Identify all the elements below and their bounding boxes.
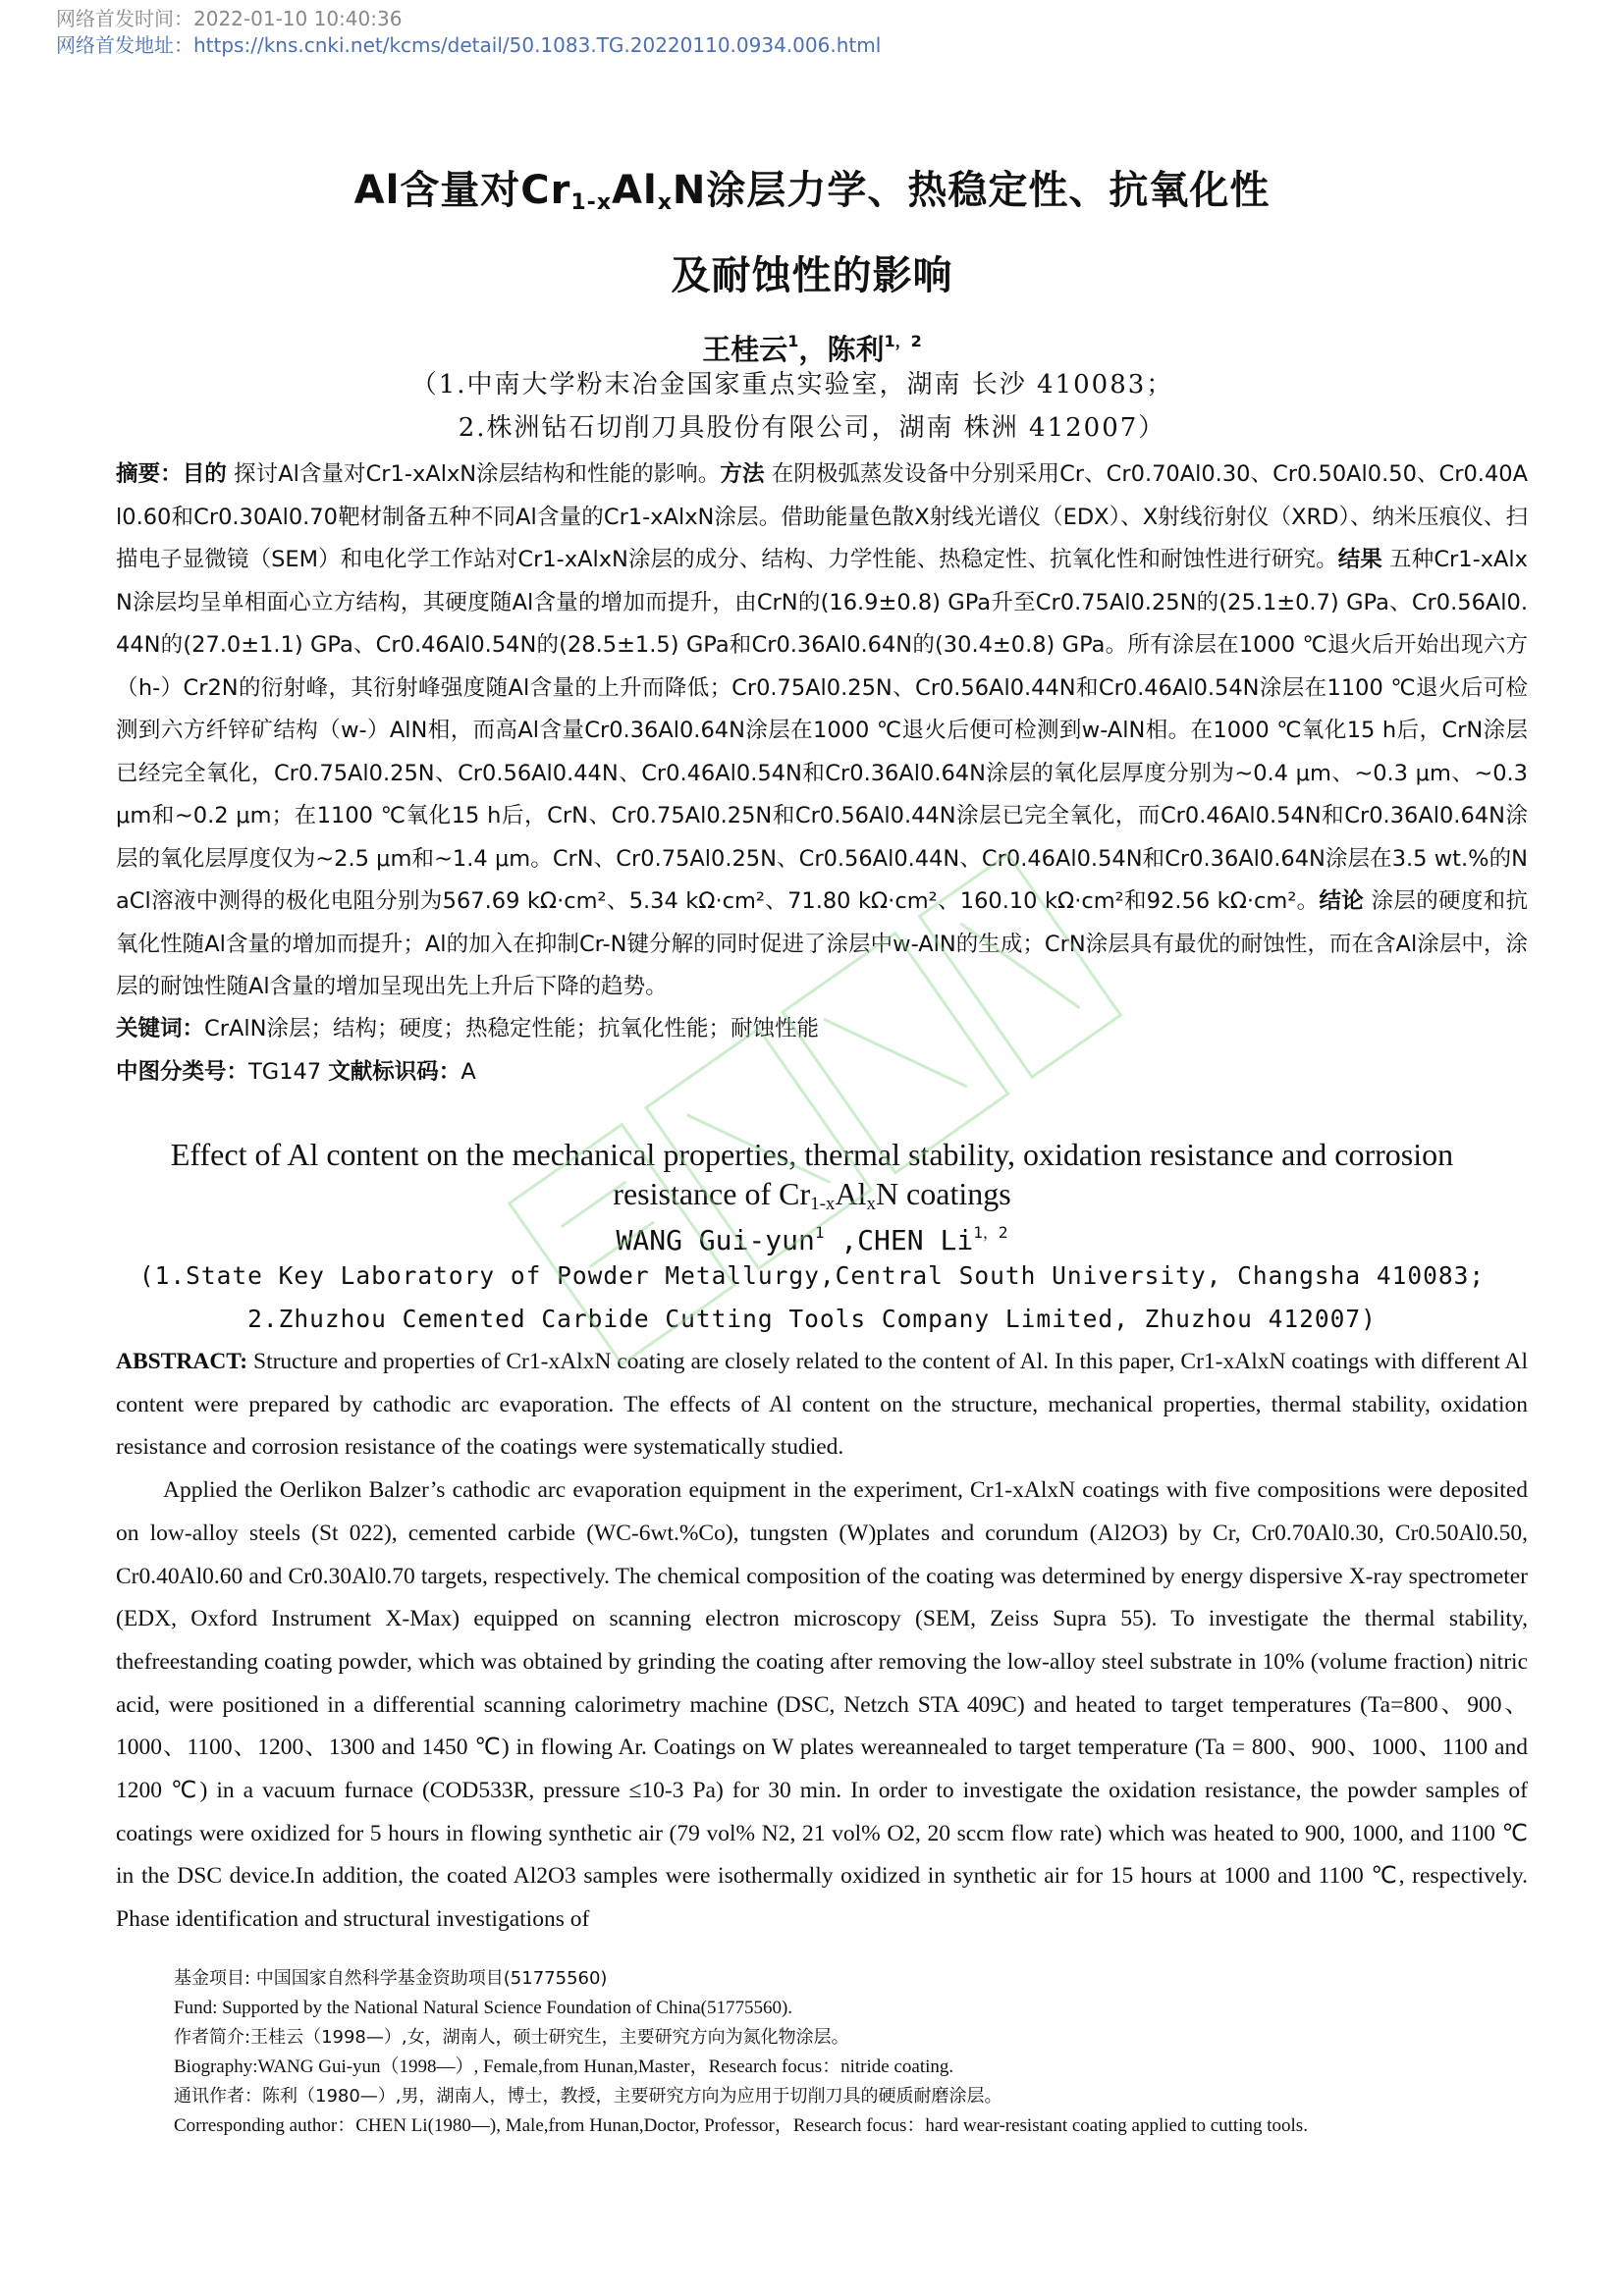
abstract-cn-objective-label: 目的 (182, 461, 227, 487)
abstract-en-paragraph: Applied the Oerlikon Balzer’s cathodic arc evaporation equipment in the experiment, Cr1-xAlxN coatings with five compositions were deposited on low-alloy steels (St 022), cemented carbide (WC-6wt.%Co), tungsten (W)plates and corundum (Al2O3) by Cr, Cr0.70Al0.30, Cr0.50Al0.50, Cr0.40Al0.60 and Cr0.30Al0.70 targets, respectively. The chemical composition of the coating was determined by energy dispersive X-ray spectrometer (EDX, Oxford Instrument X-Max) equipped on scanning electron microscopy (SEM, Zeiss Supra 55). To investigate the thermal stability, thefreestanding coating powder, which was obtained by grinding the coating after removing the low-alloy steel substrate in 10% (volume fraction) nitric acid, were positioned in a differential scanning calorimetry machine (DSC, Netzch STA 409C) and heated to target temperatures (Ta=800、900、1000、1100、1200、1300 and 1450 ℃) in flowing Ar. Coatings on W plates wereannealed to target temperature (Ta = 800、900、1000、1100 and 1200 ℃) in a vacuum furnace (COD533R, pressure ≤10-3 Pa) for 30 min. In order to investigate the oxidation resistance, the powder samples of coatings were oxidized for 5 hours in flowing synthetic air (79 vol% N2, 21 vol% O2, 20 sccm flow rate) which was heated to 900, 1000, and 1100 ℃ in the DSC device.In addition, the coated Al2O3 samples were isothermally oxidized in synthetic air for 15 hours at 1000 and 1100 ℃, respectively. Phase identification and structural investigations of (116, 1477, 1528, 1933)
title-en-sub: x (866, 1194, 876, 1214)
authors-cn (0, 322, 1624, 369)
title-en-part: N coatings (875, 1176, 1011, 1211)
title-cn-part: Al (612, 168, 658, 213)
clc-label: 中图分类号： (116, 1059, 249, 1085)
pub-time-line (56, 6, 402, 31)
abstract-cn-result-label: 结果 (1337, 547, 1382, 572)
abstract-cn-objective: 探讨Al含量对Cr1-xAlxN涂层结构和性能的影响。 (226, 461, 721, 487)
footnote-bio-cn: 作者简介:王桂云（1998—）,女，湖南人，硕士研究生，主要研究方向为氮化物涂层。 (174, 2027, 849, 2048)
author-affil-mark: 1 (787, 332, 799, 350)
pub-time: 2022-01-10 10:40:36 (193, 7, 403, 30)
footnote-corresponding-en: Corresponding author：CHEN Li(1980—), Male,from Hunan,Doctor, Professor，Research focus：hard wear-resistant coating applied to cutting tools. (174, 2115, 1308, 2136)
affiliation-cn-line1: （1.中南大学粉末冶金国家重点实验室，湖南 长沙 410083； (410, 370, 1174, 400)
title-cn-sub: x (657, 190, 673, 215)
abstract-cn-conclusion-label: 结论 (1319, 888, 1365, 914)
pub-time-label: 网络首发时间： (56, 7, 193, 30)
abstract-en (116, 1341, 1528, 1942)
abstract-cn (116, 454, 1528, 1009)
pub-url-link[interactable]: https://kns.cnki.net/kcms/detail/50.1083.TG.20220110.0934.006.html (193, 33, 882, 57)
authors-en (0, 1213, 1624, 1260)
keywords-cn-label: 关键词： (116, 1016, 205, 1041)
abstract-en-paragraph (116, 1341, 1528, 1469)
abstract-en-text: Structure and properties of Cr1-xAlxN coating are closely related to the content of Al. In this paper, Cr1-xAlxN coatings with different Al content were prepared by cathodic arc evaporation. The effects of Al content on the structure, mechanical properties, thermal stability, oxidation resistance and corrosion resistance of the coatings were systematically studied. (116, 1349, 1528, 1461)
doc-code-label: 文献标识码： (328, 1059, 461, 1085)
footnote-fund-en: Fund: Supported by the National Natural Science Foundation of China(51775560). (174, 1998, 793, 2018)
author-name: CHEN Li (857, 1224, 974, 1256)
pub-url-line (56, 32, 881, 58)
clc-number: TG147 (248, 1059, 322, 1085)
footnote-bio-en: Biography:WANG Gui-yun（1998—）, Female,from Hunan,Master，Research focus：nitride coating. (174, 2056, 954, 2077)
author-name: 陈利 (827, 333, 885, 366)
affiliation-en-line2: 2.Zhuzhou Cemented Carbide Cutting Tools Company Limited, Zhuzhou 412007) (247, 1305, 1377, 1333)
affiliation-cn-line2: 2.株洲钻石切削刀具股份有限公司，湖南 株洲 412007） (458, 413, 1166, 443)
author-name: 王桂云 (702, 333, 788, 366)
abstract-cn-conclusion: 涂层的硬度和抗氧化性随Al含量的增加而提升；Al的加入在抑制Cr-N键分解的同时促进了涂层中w-AlN的生成；CrN涂层具有最优的耐蚀性，而在含Al涂层中，涂层的耐蚀性随Al含量的增加呈现出先上升后下降的趋势。 (116, 888, 1528, 999)
affiliation-en-line1: (1.State Key Laboratory of Powder Metallurgy,Central South University, Changsha 410083; (138, 1261, 1486, 1290)
title-cn-line2: 及耐蚀性的影响 (671, 253, 953, 298)
classification-cn (116, 1052, 1528, 1092)
doc-code: A (460, 1059, 476, 1085)
keywords-cn-text: CrAlN涂层；结构；硬度；热稳定性能；抗氧化性能；耐蚀性能 (204, 1016, 819, 1041)
author-affil-mark: 1 (814, 1223, 825, 1242)
author-affil-mark: 1，2 (973, 1223, 1008, 1242)
title-cn-line1 (0, 165, 1624, 229)
footnote-corresponding-cn: 通讯作者：陈利（1980—）,男，湖南人，博士，教授，主要研究方向为应用于切削刀具的硬质耐磨涂层。 (174, 2086, 1002, 2107)
keywords-cn (116, 1009, 1528, 1048)
abstract-cn-result: 五种Cr1-xAlxN涂层均呈单相面心立方结构，其硬度随Al含量的增加而提升，由CrN的(16.9±0.8) GPa升至Cr0.75Al0.25N的(25.1±0.7) GPa、Cr0.56Al0.44N的(27.0±1.1) GPa、Cr0.46Al0.54N的(28.5±1.5) GPa和Cr0.36Al0.64N的(30.4±0.8) GPa。所有涂层在1000 ℃退火后开始出现六方（h-）Cr2N的衍射峰，其衍射峰强度随Al含量的上升而降低；Cr0.75Al0.25N、Cr0.56Al0.44N和Cr0.46Al0.54N涂层在1100 ℃退火后可检测到六方纤锌矿结构（w-）AlN相，而高Al含量Cr0.36Al0.64N涂层在1000 ℃退火后便可检测到w-AlN相。在1000 ℃氧化15 h后，CrN涂层已经完全氧化，Cr0.75Al0.25N、Cr0.56Al0.44N、Cr0.46Al0.54N和Cr0.36Al0.64N涂层的氧化层厚度分别为~0.4 μm、~0.3 μm、~0.3 μm和~0.2 μm；在1100 ℃氧化15 h后，CrN、Cr0.75Al0.25N和Cr0.56Al0.44N涂层已完全氧化，而Cr0.46Al0.54N和Cr0.36Al0.64N涂层的氧化层厚度仅为~2.5 μm和~1.4 μm。CrN、Cr0.75Al0.25N、Cr0.56Al0.44N、Cr0.46Al0.54N和Cr0.36Al0.64N涂层在3.5 wt.%的NaCl溶液中测得的极化电阻分别为567.69 kΩ·cm²、5.34 kΩ·cm²、71.80 kΩ·cm²、160.10 kΩ·cm²和92.56 kΩ·cm²。 (116, 547, 1528, 914)
author-separator: , (824, 1224, 858, 1256)
footnotes (174, 1964, 1548, 2141)
abstract-cn-method: 在阴极弧蒸发设备中分别采用Cr、Cr0.70Al0.30、Cr0.50Al0.50、Cr0.40Al0.60和Cr0.30Al0.70靶材制备五种不同Al含量的Cr1-xAlxN涂层。借助能量色散X射线光谱仪（EDX）、X射线衍射仪（XRD）、纳米压痕仪、扫描电子显微镜（SEM）和电化学工作站对Cr1-xAlxN涂层的成分、结构、力学性能、热稳定性、抗氧化性和耐蚀性进行研究。 (116, 461, 1528, 572)
title-cn-part: N涂层力学、热稳定性、抗氧化性 (672, 168, 1271, 213)
author-affil-mark: 1，2 (884, 332, 922, 350)
title-cn-sub: 1-x (570, 190, 613, 215)
author-name: WANG Gui-yun (616, 1224, 815, 1256)
abstract-en-label: ABSTRACT: (116, 1349, 248, 1374)
title-cn-part: Al含量对Cr (353, 168, 571, 213)
abstract-cn-label: 摘要： (116, 461, 183, 487)
title-en-part: Al (835, 1176, 867, 1211)
title-en-line1: Effect of Al content on the mechanical properties, thermal stability, oxidation resistance and corrosion (170, 1137, 1454, 1172)
abstract-cn-method-label: 方法 (720, 461, 765, 487)
footnote-fund-cn: 基金项目: 中国国家自然科学基金资助项目(51775560) (174, 1968, 608, 1989)
pub-url-label: 网络首发地址： (56, 33, 193, 57)
author-separator: ， (798, 333, 828, 366)
title-en-sub: 1-x (810, 1194, 836, 1214)
title-en-part: resistance of Cr (613, 1176, 811, 1211)
